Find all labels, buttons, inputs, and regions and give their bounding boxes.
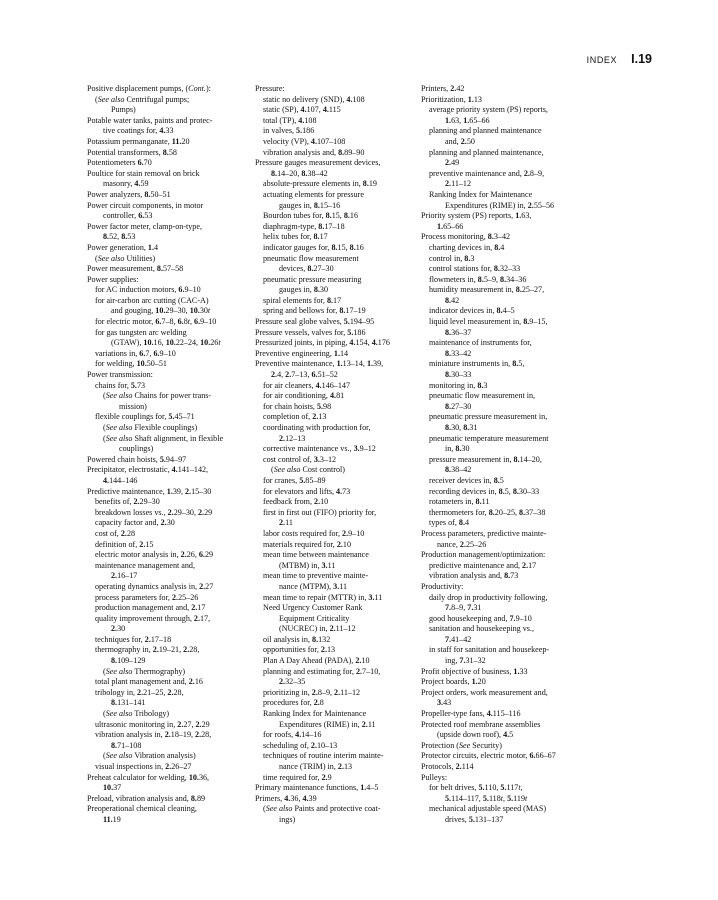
index-entry: types of, 8.4 (429, 518, 470, 528)
index-entry: recording devices in, 8.5, 8.30–33 (429, 486, 540, 496)
index-entry: nance (TRIM) in, 2.13 (279, 762, 353, 771)
index-entry: materials required for, 2.10 (263, 539, 352, 549)
index-entry: 11.19 (103, 814, 121, 824)
index-entry: cost of, 2.28 (95, 528, 136, 538)
index-entry: predictive maintenance and, 2.17 (429, 560, 537, 570)
index-entry: Power factor meter, clamp-on-type, (87, 221, 202, 231)
index-entry: liquid level measurement in, 8.9–15, (429, 317, 548, 327)
index-entry: spring and bellows for, 8.17–19 (263, 306, 366, 316)
index-entry: vibration analysis in, 2.18–19, 2.28, (95, 730, 212, 740)
index-entry: for gas tungsten arc welding (95, 327, 187, 337)
index-entry: 3.43 (437, 698, 452, 708)
index-entry: and, 2.50 (445, 136, 475, 146)
running-header (587, 52, 652, 68)
index-entry: ing, 7.31–32 (445, 656, 486, 666)
index-entry: Poultice for stain removal on brick (87, 168, 200, 178)
index-entry: (MTBM) in, 3.11 (279, 560, 336, 570)
index-entry: Primary maintenance functions, 1.4–5 (255, 783, 379, 793)
index-entry: Power measurement, 8.57–58 (87, 264, 184, 274)
index-entry: Pressurized joints, in piping, 4.154, 4.176 (255, 338, 390, 348)
index-entry: 8.30, 8.31 (445, 423, 478, 432)
index-entry: 5.114–117, 5.118t, 5.119t (445, 793, 528, 803)
index-entry: planning and estimating for, 2.7–10, (263, 666, 381, 676)
index-entry: techniques of routine interim mainte- (263, 751, 384, 761)
index-entry: mean time between maintenance (263, 550, 369, 560)
index-entry: benefits of, 2.29–30 (95, 497, 160, 507)
index-entry: masonry, 4.59 (103, 179, 149, 189)
index-entry: Project boards, 1.20 (421, 677, 486, 687)
index-entry: (See also Flexible couplings) (103, 423, 198, 432)
index-entry: labor costs required for, 2.9–10 (263, 528, 365, 538)
index-entry: Potentiometers 6.70 (87, 158, 152, 168)
index-entry: visual inspections in, 2.26–27 (95, 762, 192, 771)
index-entry: Printers, 2.42 (421, 84, 465, 93)
index-entry: Expenditures (RIME) in, 2.55–56 (445, 200, 555, 210)
index-entry: Propeller-type fans, 4.115–116 (421, 709, 521, 719)
index-entry: pneumatic flow measurement (263, 253, 359, 263)
index-column-2 (255, 84, 417, 826)
index-entry: Priority system (PS) reports, 1.63, (421, 211, 532, 221)
index-entry: Preheat calculator for welding, 10.36, (87, 772, 210, 782)
index-entry: coordinating with production for, (263, 423, 371, 432)
index-entry: 8.71–108 (111, 740, 142, 750)
index-entry: scheduling of, 2.10–13 (263, 740, 338, 750)
index-entry: Production management/optimization: (421, 550, 546, 560)
index-entry: corrective maintenance vs., 3.9–12 (263, 444, 376, 454)
index-entry: in valves, 5.186 (263, 126, 315, 136)
index-entry: feedback from, 2.10 (263, 497, 329, 507)
index-entry: mean time to repair (MTTR) in, 3.11 (263, 592, 383, 602)
index-entry: miniature instruments in, 8.5, (429, 359, 525, 369)
index-entry: receiver devices in, 8.5 (429, 475, 504, 485)
index-column-1 (87, 84, 253, 826)
index-entry: Primers, 4.36, 4.39 (255, 793, 317, 803)
index-entry: 8.131–141 (111, 698, 146, 708)
index-entry: actuating elements for pressure (263, 189, 364, 199)
index-entry: static (SP), 4.107, 4.115 (263, 105, 341, 115)
index-entry: mechanical adjustable speed (MAS) (429, 804, 547, 814)
index-entry: indicator devices in, 8.4–5 (429, 306, 515, 316)
index-entry: average priority system (PS) reports, (429, 105, 548, 115)
index-entry: (See also Chains for power trans- (103, 391, 212, 401)
index-entry: (See also Utilities) (95, 253, 156, 263)
index-entry: Power generation, 1.4 (87, 242, 159, 252)
index-entry: Positive displacement pumps, (Cont.): (87, 84, 211, 93)
index-entry: for elevators and lifts, 4.73 (263, 486, 351, 496)
index-entry: Ranking Index for Maintenance (263, 709, 367, 719)
index-entry: 8.36–37 (445, 327, 472, 337)
index-entry: diaphragm-type, 8.17–18 (263, 221, 345, 231)
index-entry: rotameters in, 8.11 (429, 497, 490, 507)
index-entry: flowmeters in, 8.5–9, 8.34–36 (429, 274, 527, 284)
index-entry: nance, 2.25–26 (437, 539, 487, 549)
index-entry: quality improvement through, 2.17, (95, 613, 211, 623)
index-entry: Power transmission: (87, 370, 153, 380)
index-entry: (See also Shaft alignment, in flexible (103, 433, 224, 443)
index-entry: (See also Tribology) (103, 709, 170, 719)
index-entry: 10.37 (103, 783, 122, 793)
index-entry: 8.27–30 (445, 401, 472, 411)
index-entry: Predictive maintenance, 1.39, 2.15–30 (87, 486, 212, 496)
index-entry: Potassium permanganate, 11.20 (87, 136, 190, 146)
index-entry: sanitation and housekeeping vs., (429, 624, 534, 634)
index-entry: helix tubes for, 8.17 (263, 232, 328, 242)
index-entry: Potential transformers, 8.58 (87, 147, 177, 157)
index-entry: Protector circuits, electric motor, 6.66–67 (421, 751, 556, 761)
index-entry: for chain hoists, 5.98 (263, 401, 332, 411)
index-entry: total (TP), 4.108 (263, 115, 317, 125)
index-entry: 8.30–33 (445, 370, 472, 380)
index-entry: total plant management and, 2.16 (95, 677, 203, 687)
index-entry: charting devices in, 8.4 (429, 242, 505, 252)
index-entry: vibration analysis and, 8.89–90 (263, 147, 365, 157)
index-entry: 2.16–17 (111, 571, 138, 581)
index-entry: Protected roof membrane assemblies (421, 719, 541, 729)
index-entry: couplings) (119, 444, 154, 454)
index-entry: for electric motor, 6.7–8, 6.8t, 6.9–10 (95, 317, 217, 327)
index-entry: mean time to preventive mainte- (263, 571, 369, 581)
index-entry: 8.38–42 (445, 465, 472, 475)
index-entry: 2.11 (279, 518, 293, 528)
index-entry: capacity factor and, 2.30 (95, 518, 175, 528)
index-entry: Plan A Day Ahead (PADA), 2.10 (263, 656, 370, 666)
page-number: I.19 (631, 52, 652, 66)
index-entry: Bourdon tubes for, 8.15, 8.16 (263, 211, 359, 221)
index-entry: Pressure gauges measurement devices, (255, 158, 381, 168)
index-entry: definition of, 2.15 (95, 539, 154, 549)
index-entry: ings) (279, 814, 296, 824)
index-entry: 2.49 (445, 158, 460, 168)
index-entry: Equipment Criticality (279, 613, 350, 623)
index-entry: (upside down roof), 4.5 (437, 730, 514, 740)
index-entry: pneumatic pressure measurement in, (429, 412, 548, 422)
index-entry: Need Urgency Customer Rank (263, 603, 363, 613)
index-entry: first in first out (FIFO) priority for, (263, 507, 377, 517)
index-entry: monitoring in, 8.3 (429, 380, 488, 390)
index-entry: Preload, vibration analysis and, 8.89 (87, 793, 206, 803)
index-entry: 2.4, 2.7–13, 6.51–52 (271, 370, 338, 380)
index-entry: maintenance of instruments for, (429, 338, 532, 348)
index-entry: in, 8.30 (445, 444, 470, 454)
index-entry: Pressure vessels, valves for, 5.186 (255, 327, 366, 337)
index-entry: Power supplies: (87, 274, 139, 284)
index-entry: vibration analysis and, 8.73 (429, 571, 519, 581)
index-entry: 8.33–42 (445, 348, 472, 358)
index-entry: devices, 8.27–30 (279, 264, 334, 274)
index-entry: 8.14–20, 8.38–42 (271, 168, 328, 178)
index-entry: Profit objective of business, 1.33 (421, 666, 528, 676)
index-entry: indicator gauges for, 8.15, 8.16 (263, 242, 364, 252)
index-entry: (GTAW), 10.16, 10.22–24, 10.26t (111, 338, 221, 348)
index-entry: 7.8–9, 7.31 (445, 603, 482, 613)
index-entry: mission) (119, 401, 147, 411)
index-entry: 2.12–13 (279, 433, 306, 443)
index-entry: variations in, 6.7, 6.9–10 (95, 348, 176, 358)
index-entry: 1.63, 1.65–66 (445, 115, 490, 125)
index-entry: prioritizing in, 2.8–9, 2.11–12 (263, 687, 361, 697)
index-entry: maintenance management and, (95, 560, 196, 570)
index-entry: pneumatic pressure measuring (263, 274, 362, 284)
index-entry: (See also Paints and protective coat- (263, 804, 381, 814)
index-entry: drives, 5.131–137 (445, 814, 504, 824)
index-entry: 2.30 (111, 624, 126, 634)
index-entry: nance (MTPM), 3.11 (279, 581, 348, 591)
index-entry: good housekeeping and, 7.9–10 (429, 613, 532, 623)
index-entry: chains for, 5.73 (95, 380, 146, 390)
index-entry: for air cleaners, 4.146–147 (263, 380, 350, 390)
index-entry: procedures for, 2.8 (263, 698, 324, 708)
index-entry: planning and planned maintenance (429, 126, 542, 136)
index-entry: preventive maintenance and, 2.8–9, (429, 168, 545, 178)
index-entry: Preoperational chemical cleaning, (87, 804, 197, 814)
index-entry: 7.41–42 (445, 634, 472, 644)
index-entry: process parameters for, 2.25–26 (95, 592, 199, 602)
index-entry: flexible couplings for, 5.45–71 (95, 412, 195, 422)
index-entry: Project orders, work measurement and, (421, 687, 548, 697)
index-entry: in staff for sanitation and housekeep- (429, 645, 550, 655)
index-entry: daily drop in productivity following, (429, 592, 548, 602)
index-entry: oil analysis in, 8.132 (263, 634, 331, 644)
index-entry: techniques for, 2.17–18 (95, 634, 172, 644)
index-entry: (See also Thermography) (103, 666, 186, 676)
index-entry: 8.42 (445, 295, 460, 305)
index-entry: opportunities for, 2.13 (263, 645, 336, 655)
index-column-3 (421, 84, 587, 826)
index-entry: thermometers for, 8.20–25, 8.37–38 (429, 507, 546, 517)
index-entry: Preventive maintenance, 1.13–14, 1.39, (255, 359, 384, 369)
index-entry: Pressure: (255, 84, 285, 93)
index-entry: static no delivery (SND), 4.108 (263, 94, 365, 104)
index-entry: Process parameters, predictive mainte- (421, 528, 547, 538)
index-entry: ultrasonic monitoring in, 2.27, 2.29 (95, 719, 210, 729)
index-entry: Power circuit components, in motor (87, 200, 204, 210)
index-entry: pneumatic flow measurement in, (429, 391, 536, 401)
index-entry: Protocols, 2.114 (421, 762, 474, 771)
index-entry: for belt drives, 5.110, 5.117t, (429, 783, 523, 793)
index-entry: completion of, 2.13 (263, 412, 327, 422)
index-entry: pressure measurement in, 8.14–20, (429, 454, 542, 464)
index-entry: Expenditures (RIME) in, 2.11 (279, 719, 376, 729)
running-header-label: INDEX (586, 55, 618, 65)
index-entry: for roofs, 4.14–16 (263, 730, 322, 740)
index-entry: Precipitator, electrostatic, 4.141–142, (87, 465, 209, 475)
index-entry: Pumps) (111, 105, 136, 115)
index-entry: absolute-pressure elements in, 8.19 (263, 179, 377, 189)
index-entry: 2.11–12 (445, 179, 472, 189)
index-entry: velocity (VP), 4.107–108 (263, 136, 346, 146)
index-entry: 2.32–35 (279, 677, 306, 687)
index-entry: Protection (See Security) (421, 740, 502, 750)
index-entry: controller, 6.53 (103, 211, 153, 221)
index-entry: humidity measurement in, 8.25–27, (429, 285, 545, 295)
index-entry: Power analyzers, 8.50–51 (87, 189, 171, 199)
index-entry: gauges in, 8.30 (279, 285, 329, 295)
index-entry: Prioritization, 1.13 (421, 94, 482, 104)
index-entry: time required for, 2.9 (263, 772, 332, 782)
index-entry: electric motor analysis in, 2.26, 6.29 (95, 550, 214, 560)
index-entry: Productivity: (421, 581, 464, 591)
index-entry: Potable water tanks, paints and protec- (87, 115, 213, 125)
index-entry: 1.65–66 (437, 221, 464, 231)
index-entry: for air-carbon arc cutting (CAC-A) (95, 295, 209, 305)
index-entry: production management and, 2.17 (95, 603, 206, 613)
index-entry: for air conditioning, 4.81 (263, 391, 345, 401)
index-entry: gauges in, 8.15–16 (279, 200, 341, 210)
index-entry: breakdown losses vs., 2.29–30, 2.29 (95, 507, 213, 517)
index-entry: for welding, 10.50–51 (95, 359, 167, 369)
index-entry: (NUCREC) in, 2.11–12 (279, 624, 356, 634)
index-entry: Process monitoring, 8.3–42 (421, 232, 511, 242)
index-entry: and gouging, 10.29–30, 10.30t (111, 306, 211, 316)
index-entry: (See also Vibration analysis) (103, 751, 196, 761)
index-entry: tribology in, 2.21–25, 2.28, (95, 687, 184, 697)
index-entry: planning and planned maintenance, (429, 147, 544, 157)
index-entry: tive coatings for, 4.33 (103, 126, 174, 136)
index-entry: spiral elements for, 8.17 (263, 295, 342, 305)
index-entry: cost control of, 3.3–12 (263, 454, 337, 464)
index-entry: for cranes, 5.85–89 (263, 475, 326, 485)
index-entry: Powered chain hoists, 5.94–97 (87, 454, 187, 464)
index-entry: operating dynamics analysis in, 2.27 (95, 581, 214, 591)
index-entry: for AC induction motors, 6.9–10 (95, 285, 201, 295)
index-entry: control in, 8.3 (429, 253, 475, 263)
index-entry: thermography in, 2.19–21, 2.28, (95, 645, 200, 655)
index-entry: pneumatic temperature measurement (429, 433, 549, 443)
index-entry: 8.52, 8.53 (103, 232, 136, 242)
index-entry: Pulleys: (421, 772, 448, 782)
index-entry: Preventive engineering, 1.14 (255, 348, 349, 358)
index-entry: 8.109–129 (111, 656, 146, 666)
index-entry: (See also Cost control) (271, 465, 345, 475)
index-entry: 4.144–146 (103, 475, 138, 485)
index-entry: Ranking Index for Maintenance (429, 189, 533, 199)
index-entry: (See also Centrifugal pumps; (95, 94, 190, 104)
index-entry: control stations for, 8.32–33 (429, 264, 521, 274)
index-entry: Pressure seal globe valves, 5.194–95 (255, 317, 375, 327)
